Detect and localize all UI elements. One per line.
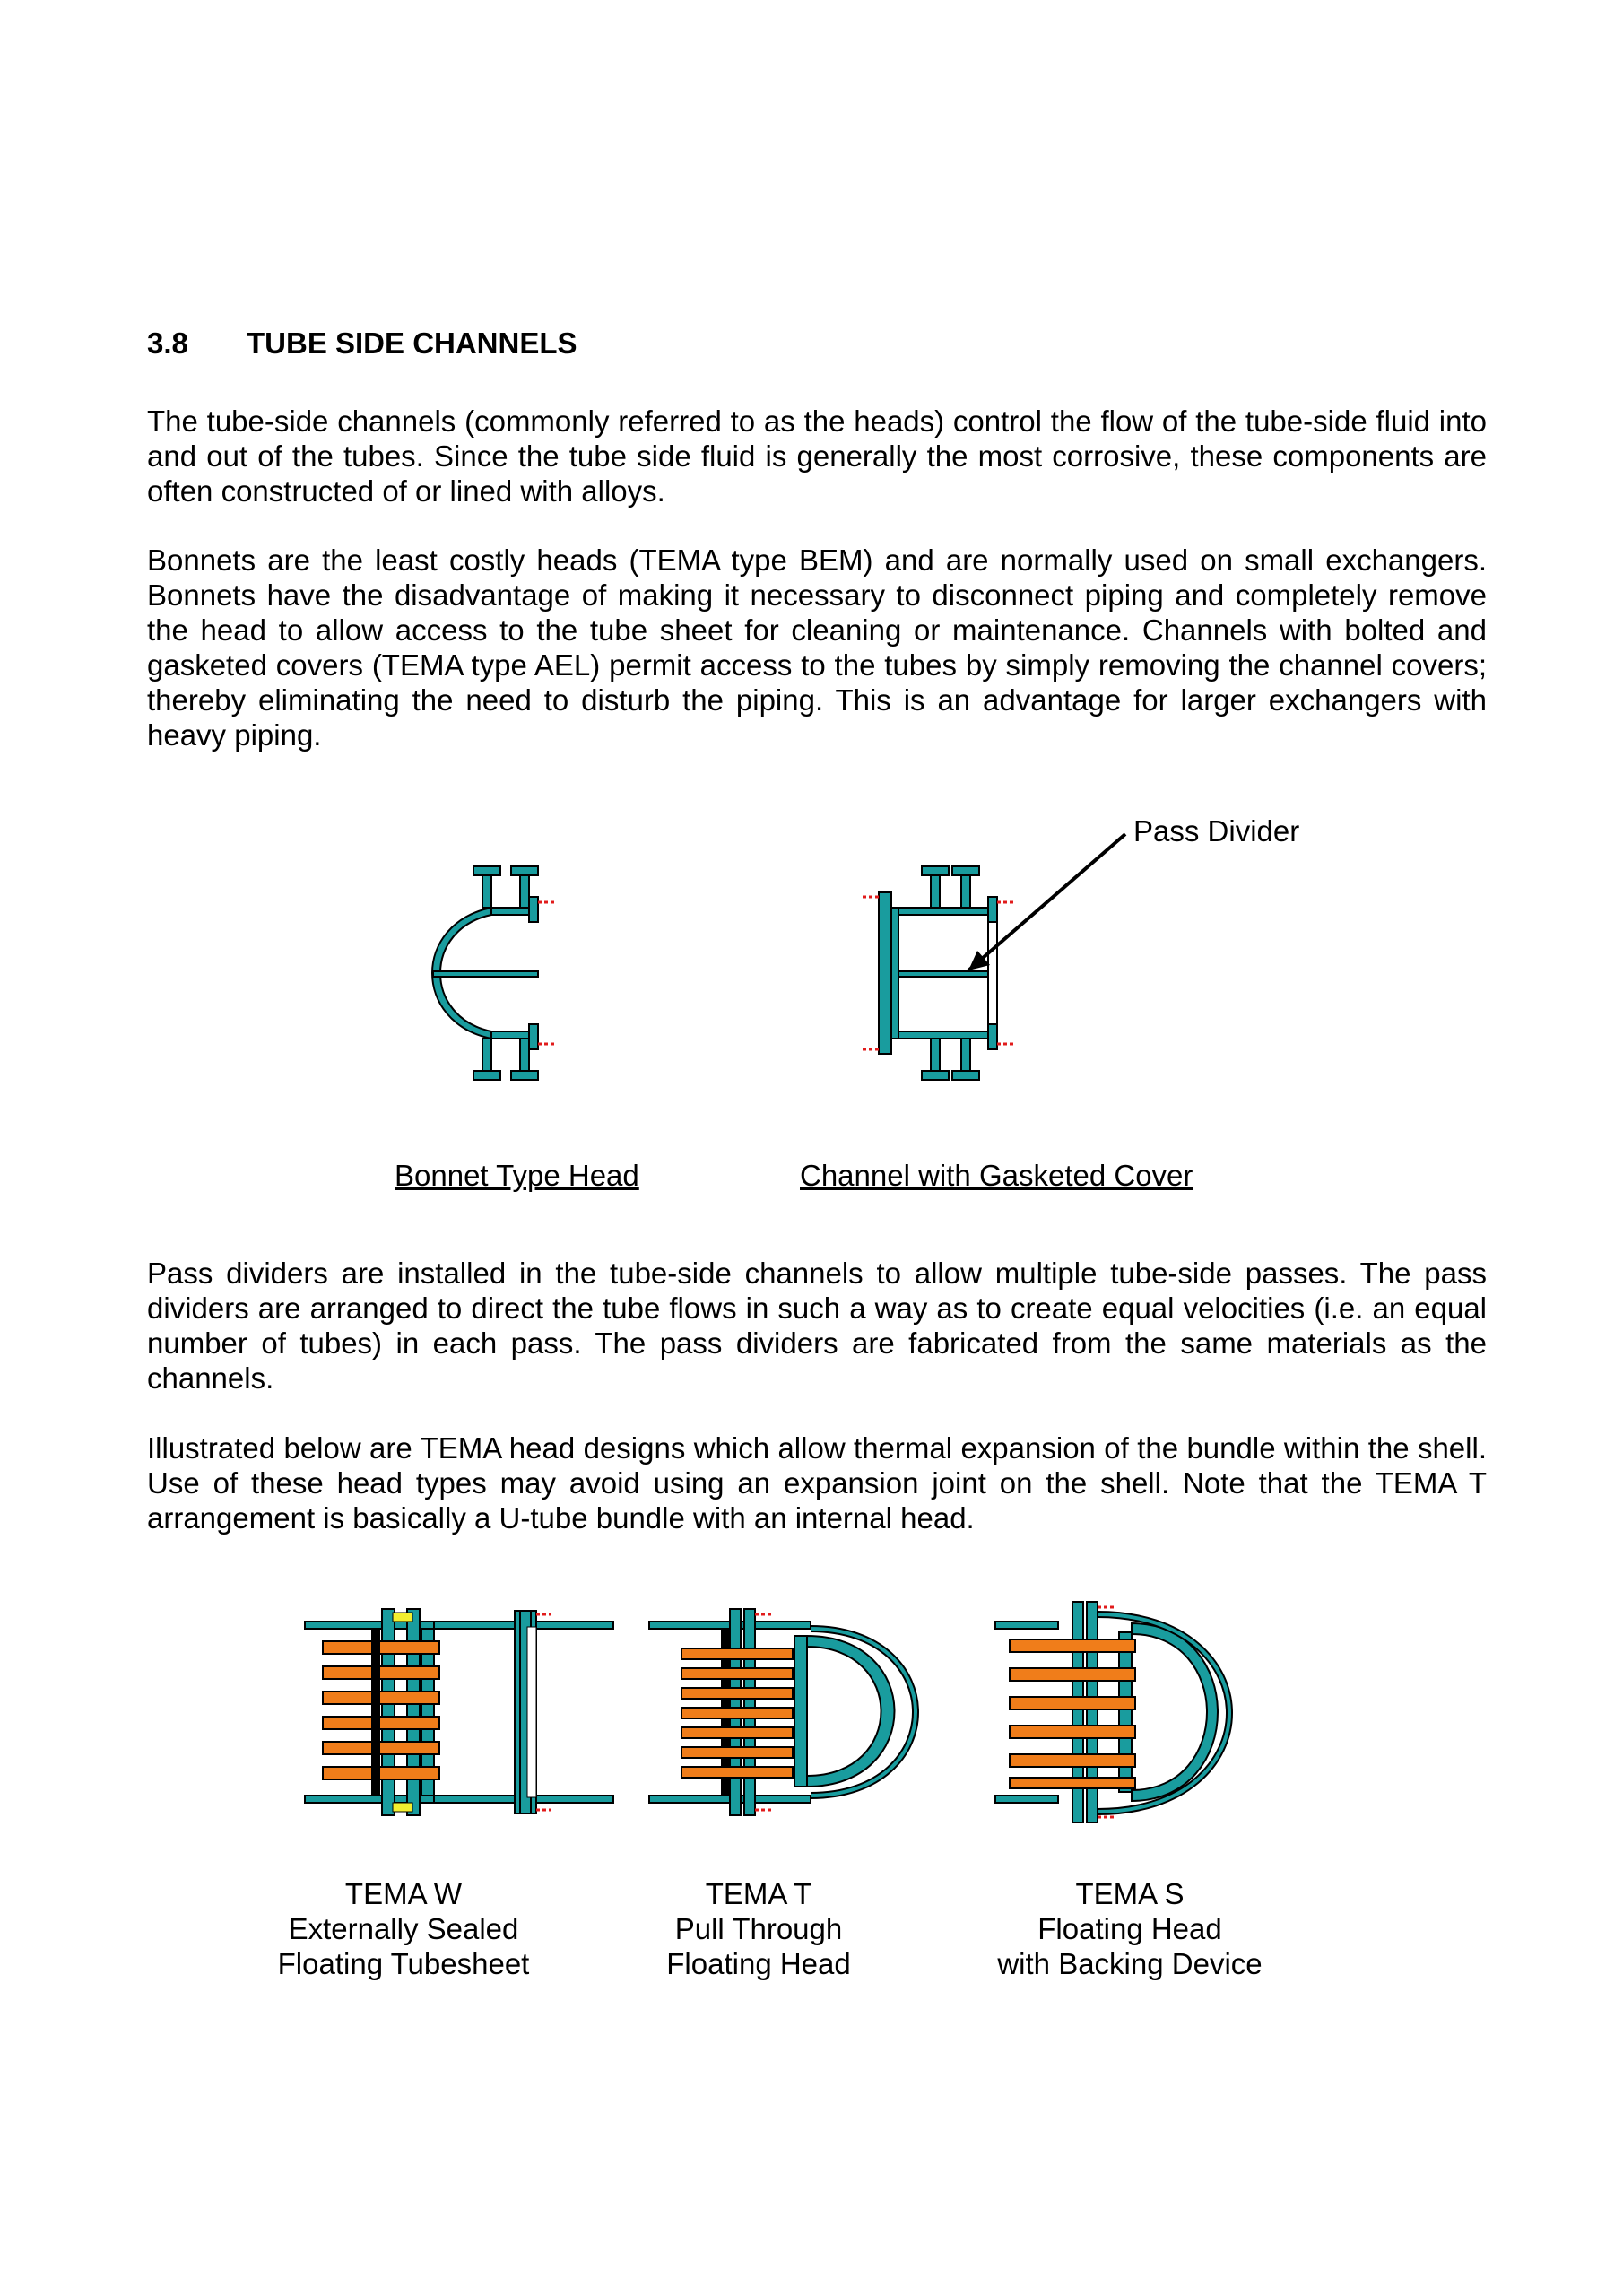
paragraph-tema-designs: Illustrated below are TEMA head designs which allow thermal expansion of the bundle within the shell. Use of these head types may avoid using an expansion joint on the shell. Note that the TEMA T arrangement is basically a U-tube bundle with an internal head. [147, 1431, 1487, 1535]
caption-tema-w-line1: TEMA W [344, 1877, 463, 1910]
caption-tema-w [269, 1876, 538, 1981]
caption-tema-s [986, 1876, 1273, 1981]
caption-tema-t [633, 1876, 884, 1981]
pass-divider-label: Pass Divider [1133, 814, 1300, 848]
figure-head-types [377, 807, 1363, 1130]
tema-t-drawing [649, 1609, 916, 1815]
figure-tema-heads [296, 1587, 1282, 1848]
section-number: 3.8 [147, 326, 188, 360]
tema-s-drawing [995, 1602, 1229, 1822]
paragraph-pass-dividers: Pass dividers are installed in the tube-side channels to allow multiple tube-side passes. The pass dividers are arranged to direct the tube flows in such a way as to create equal velocities (i.e. an equal number of tubes) in each pass. The pass dividers are fabricated from the same materials as the channels. [147, 1257, 1487, 1395]
bonnet-bolt-marks [538, 902, 554, 1044]
caption-tema-s-line3: with Backing Device [997, 1947, 1263, 1980]
tema-w-drawing [305, 1609, 613, 1815]
caption-tema-w-line2: Externally Sealed [288, 1912, 519, 1945]
caption-bonnet-type-head: Bonnet Type Head [395, 1159, 639, 1192]
caption-channel-gasketed-cover: Channel with Gasketed Cover [800, 1159, 1193, 1192]
paragraph-bonnets: Bonnets are the least costly heads (TEMA type BEM) and are normally used on small exchangers. Bonnets have the disadvantage of making it necessary to disconnect piping and completely remove the head to allow access to the tube sheet for cleaning or maintenance. Channels with bolted and gasketed covers (TEMA type AEL) permit access to the tubes by simply removing the channel covers; thereby eliminating the need to disturb the piping. This is an advantage for larger exchangers with heavy piping. [147, 544, 1487, 752]
caption-tema-t-line3: Floating Head [666, 1947, 851, 1980]
caption-tema-s-line1: TEMA S [1075, 1877, 1185, 1910]
caption-tema-t-line1: TEMA T [705, 1877, 812, 1910]
bonnet-head-drawing [432, 866, 538, 1080]
channel-drawing [879, 866, 997, 1080]
caption-tema-w-line3: Floating Tubesheet [277, 1947, 530, 1980]
caption-tema-t-line2: Pull Through [674, 1912, 843, 1945]
tema-w-bolt-marks [536, 1614, 551, 1810]
section-heading [147, 326, 577, 361]
caption-tema-s-line2: Floating Head [1037, 1912, 1222, 1945]
section-title: TUBE SIDE CHANNELS [247, 326, 577, 360]
paragraph-intro: The tube-side channels (commonly referred to as the heads) control the flow of the tube-side fluid into and out of the tubes. Since the tube side fluid is generally the most corrosive, these components are often constructed of or lined with alloys. [147, 404, 1487, 508]
